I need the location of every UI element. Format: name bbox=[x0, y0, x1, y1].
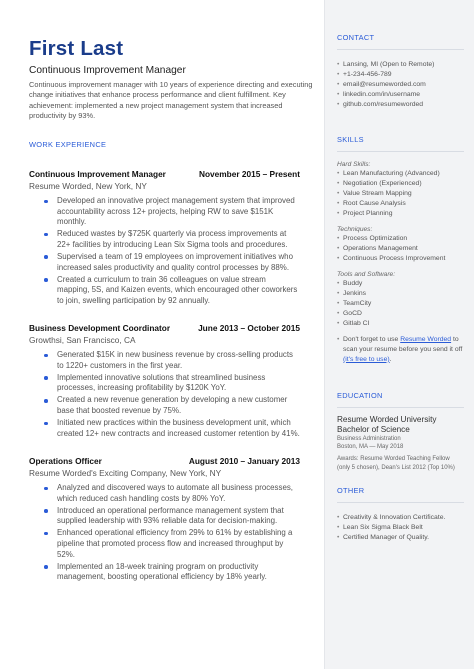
job-bullet: Developed an innovative project management system that improved accountability across 12+ projects, helping RW to save $151K monthly. bbox=[29, 196, 300, 228]
resume-sidebar bbox=[324, 0, 474, 669]
resume-worded-link[interactable]: Resume Worded bbox=[400, 335, 452, 343]
candidate-name: First Last bbox=[29, 37, 124, 60]
other-section bbox=[337, 486, 464, 543]
job-bullets bbox=[29, 196, 300, 306]
contact-phone: • +1-234-456-789 bbox=[337, 70, 464, 80]
job-role: Business Development Coordinator bbox=[29, 323, 171, 334]
tool-item: • GoCD bbox=[337, 309, 464, 319]
skills-section bbox=[337, 135, 464, 365]
job-bullet: Initiated new practices within the business development unit, which created 12+ new contracts and increased customer retention by 41%. bbox=[29, 418, 300, 439]
contact-title: CONTACT bbox=[337, 33, 375, 42]
education-degree: Bachelor of Science bbox=[337, 424, 410, 434]
job-dates: June 2013 – October 2015 bbox=[198, 323, 300, 334]
job-bullets bbox=[29, 483, 300, 583]
contact-github[interactable]: • github.com/resumeworded bbox=[337, 100, 464, 110]
education-section bbox=[337, 391, 464, 472]
job-bullet: Analyzed and discovered ways to automate all business processes, which reduced cash handling costs by 80% YoY. bbox=[29, 483, 300, 504]
tip-text: Don't forget to use bbox=[343, 335, 401, 343]
candidate-headline: Continuous Improvement Manager bbox=[29, 65, 186, 76]
section-divider bbox=[337, 502, 464, 503]
tools-label: Tools and Software: bbox=[337, 270, 396, 278]
technique-item: • Continuous Process Improvement bbox=[337, 254, 464, 264]
job-bullet: Implemented innovative solutions that streamlined business processes, increasing profitability by $120K YoY. bbox=[29, 373, 300, 394]
job-bullet: Created a curriculum to train 36 colleagues on value stream mapping, 5S, and Kaizen events, which encouraged other coworkers to join, swelling participation by 92 annually. bbox=[29, 275, 300, 307]
job-bullet: Created a new revenue generation by developing a new customer base that boosted revenue by 75%. bbox=[29, 395, 300, 416]
skill-item: • Value Stream Mapping bbox=[337, 189, 464, 199]
job-bullets bbox=[29, 350, 300, 439]
techniques-label: Techniques: bbox=[337, 225, 373, 233]
resume-tip bbox=[337, 335, 464, 365]
job-company: Resume Worded's Exciting Company, New York, NY bbox=[29, 468, 222, 479]
section-divider bbox=[337, 407, 464, 408]
tool-item: • Buddy bbox=[337, 279, 464, 289]
job-bullet: Generated $15K in new business revenue by cross-selling products to 1220+ customers in the first year. bbox=[29, 350, 300, 371]
job-company: Growthsi, San Francisco, CA bbox=[29, 335, 136, 346]
education-school: Resume Worded University bbox=[337, 414, 437, 424]
tip-text: to scan your resume before you send it off bbox=[343, 335, 463, 353]
job-bullet: Reduced wastes by $725K quarterly via process improvements at 22+ facilities by introducing Lean Six Sigma tools and procedures. bbox=[29, 229, 300, 250]
other-item: • Creativity & Innovation Certificate. bbox=[337, 513, 464, 523]
education-awards: Awards: Resume Worded Teaching Fellow (only 5 chosen), Dean's List 2012 (Top 10%) bbox=[337, 456, 455, 471]
job-bullet: Introduced an operational performance management system that supplied leadership with 93% reliable data for decision-making. bbox=[29, 506, 300, 527]
professional-summary: Continuous improvement manager with 10 years of experience directing and executing change initiatives that enhance process performance and client fulfillment. Key achievement: implemented a new project management system that increased productivity by 93%. bbox=[29, 80, 313, 120]
job-entry bbox=[29, 323, 300, 439]
education-title: EDUCATION bbox=[337, 390, 383, 400]
job-entry bbox=[29, 456, 300, 583]
technique-item: • Process Optimization bbox=[337, 234, 464, 244]
section-divider bbox=[337, 151, 464, 152]
job-role: Continuous Improvement Manager bbox=[29, 169, 166, 180]
education-major: Business Administration bbox=[337, 436, 401, 443]
job-bullet: Supervised a team of 19 employees on improvement initiatives who increased sales productivity and quality control processes by 88%. bbox=[29, 252, 300, 273]
contact-location: • Lansing, MI (Open to Remote) bbox=[337, 60, 464, 70]
skill-item: • Negotiation (Experienced) bbox=[337, 179, 464, 189]
education-location-date: Boston, MA — May 2018 bbox=[337, 444, 404, 451]
other-title: OTHER bbox=[337, 485, 365, 495]
hard-skills-label: Hard Skills: bbox=[337, 160, 371, 168]
contact-email[interactable]: • email@resumeworded.com bbox=[337, 80, 464, 90]
work-experience-title: WORK EXPERIENCE bbox=[29, 140, 107, 150]
skill-item: • Project Planning bbox=[337, 209, 464, 219]
skills-title: SKILLS bbox=[337, 134, 364, 144]
technique-item: • Operations Management bbox=[337, 244, 464, 254]
job-dates: August 2010 – January 2013 bbox=[188, 456, 300, 467]
tool-item: • Jenkins bbox=[337, 289, 464, 299]
section-divider bbox=[337, 49, 464, 50]
job-role: Operations Officer bbox=[29, 456, 102, 467]
skill-item: • Root Cause Analysis bbox=[337, 199, 464, 209]
job-entry bbox=[29, 169, 300, 306]
other-item: • Lean Six Sigma Black Belt bbox=[337, 523, 464, 533]
contact-linkedin[interactable]: • linkedin.com/in/username bbox=[337, 90, 464, 100]
tip-text: . bbox=[389, 355, 392, 363]
free-to-use-link[interactable]: (it's free to use) bbox=[343, 355, 390, 363]
job-bullet: Enhanced operational efficiency from 29% to 61% by establishing a pipeline that promoted process flow and increased throughput by 52%. bbox=[29, 528, 300, 560]
job-bullet: Implemented an 18-week training program on productivity management, boosting operational efficiency by 18% yearly. bbox=[29, 562, 300, 583]
job-dates: November 2015 – Present bbox=[198, 169, 300, 180]
tool-item: • Gitlab CI bbox=[337, 319, 464, 329]
other-item: • Certified Manager of Quality. bbox=[337, 533, 464, 543]
job-company: Resume Worded, New York, NY bbox=[29, 181, 147, 192]
tool-item: • TeamCity bbox=[337, 299, 464, 309]
contact-section bbox=[337, 33, 464, 110]
skill-item: • Lean Manufacturing (Advanced) bbox=[337, 169, 464, 179]
